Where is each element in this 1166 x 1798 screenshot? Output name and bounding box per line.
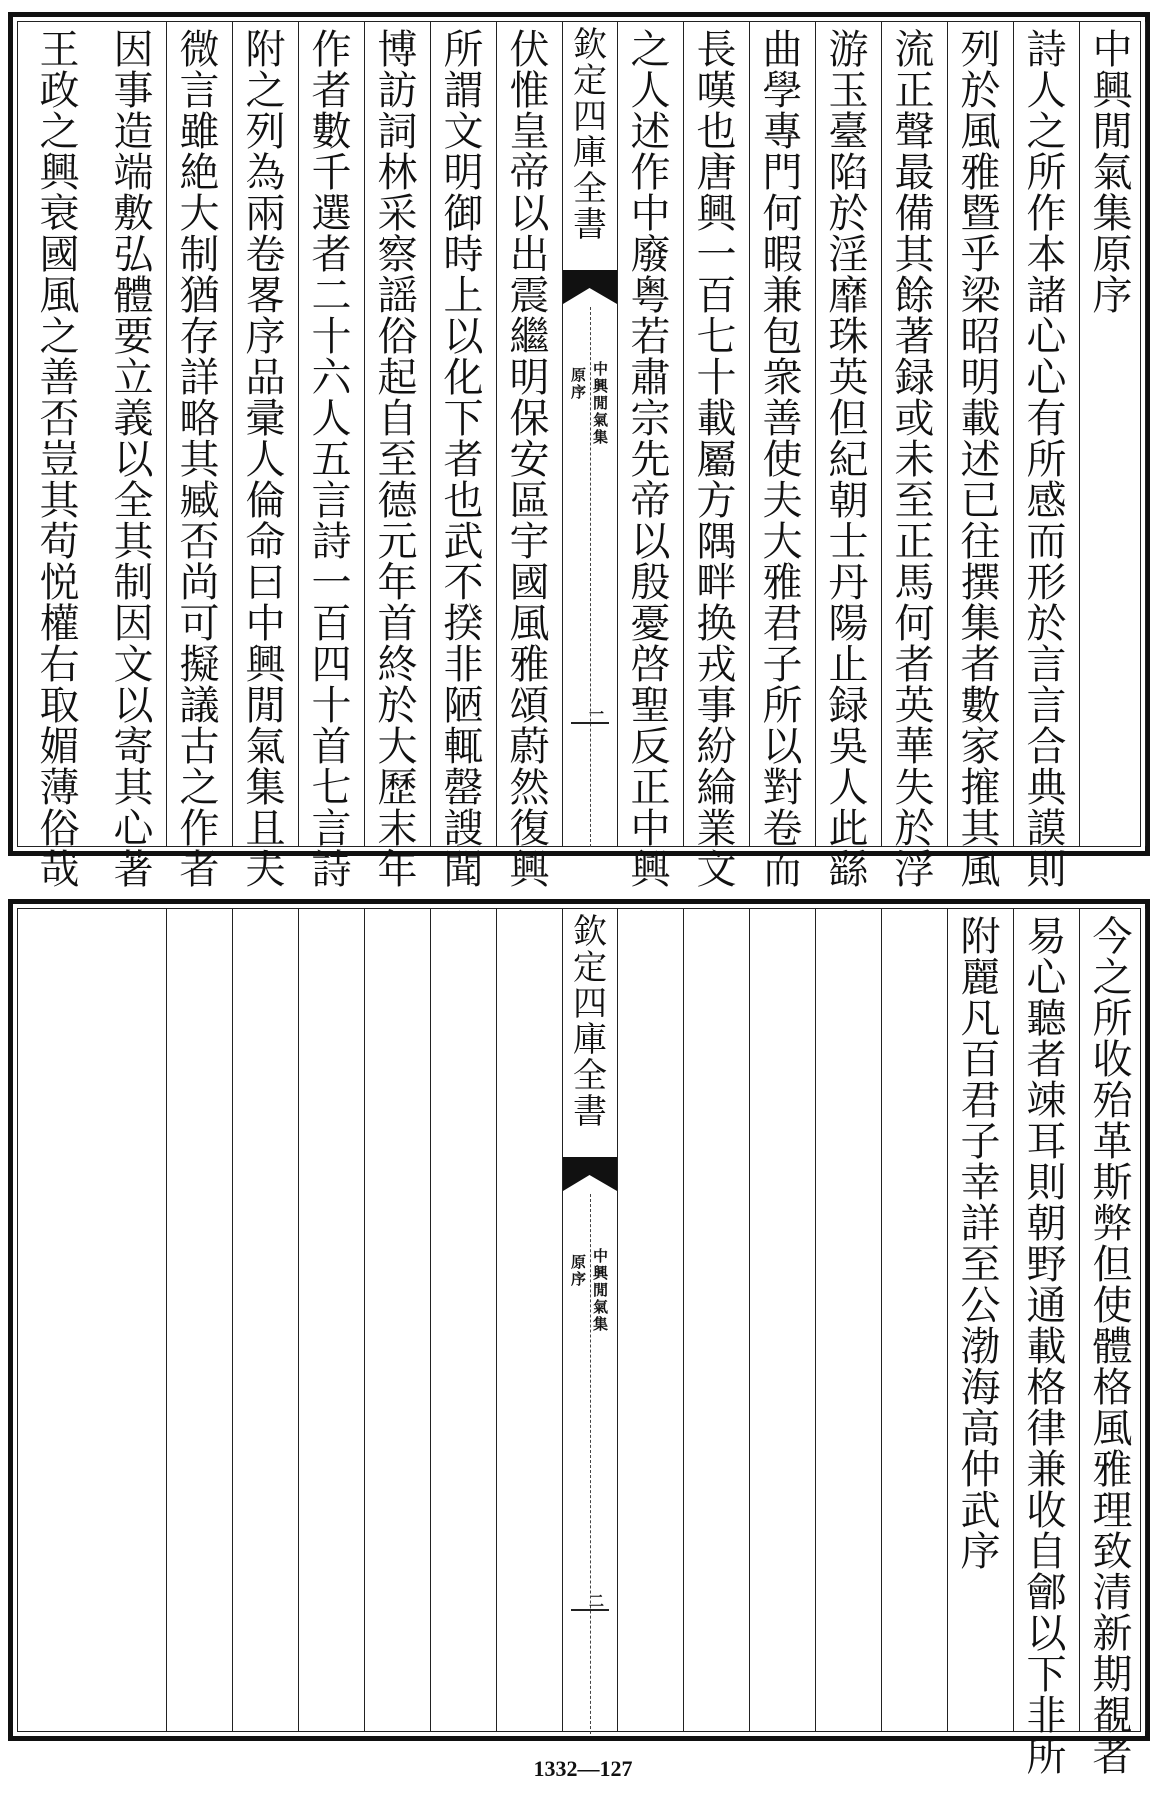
empty-column [882, 909, 948, 1731]
text-column [1014, 909, 1080, 1780]
text-column [1014, 22, 1080, 893]
column-text: 曲 學 專 門 何 暇 兼 包 衆 善 使 夫 大 雅 君 子 所 以 對 卷 而 [762, 27, 803, 893]
center-fold-column [563, 22, 618, 846]
text-column [750, 22, 816, 893]
fish-tail-mark [563, 1157, 617, 1191]
column-text: 游 玉 臺 陷 於 淫 靡 珠 英 但 紀 朝 士 丹 陽 止 録 吳 人 此 繇 [828, 27, 869, 893]
column-text: 附 之 列 為 兩 卷 畧 序 品 彚 人 倫 命 曰 中 興 閒 氣 集 且 夫 [245, 27, 286, 893]
column-text: 附 麗 凡 百 君 子 幸 詳 至 公 渤 海 高 仲 武 序 [960, 914, 1001, 1575]
empty-column [167, 909, 233, 1731]
text-column [882, 22, 948, 893]
text-column [684, 22, 750, 893]
book-title: 欽 定 四 庫 全 書 [573, 912, 607, 1132]
center-section-name: 原 序 [571, 366, 587, 401]
column-text: 王 政 之 興 衰 國 風 之 善 否 豈 其 苟 悦 權 右 取 媚 薄 俗 哉 [39, 27, 80, 893]
center-book-name: 中 興 閒 氣 集 [593, 1247, 609, 1333]
empty-column [497, 909, 563, 1731]
top-page [8, 12, 1150, 893]
empty-column [101, 909, 167, 1731]
text-column [1080, 909, 1146, 1780]
text-column [497, 22, 563, 893]
column-text: 易 心 聽 者 竦 耳 則 朝 野 通 載 格 律 兼 收 自 鄶 以 下 非 所 [1026, 914, 1067, 1780]
leaf-number: 二 [589, 1592, 605, 1610]
leaf-number: 一 [589, 705, 605, 723]
text-column [18, 22, 101, 893]
fold-line [590, 1194, 592, 1734]
empty-column [816, 909, 882, 1731]
page-code: 1332—127 [533, 1756, 633, 1781]
column-text: 因 事 造 端 敷 弘 體 要 立 義 以 全 其 制 因 文 以 寄 其 心 著 [113, 27, 154, 893]
center-section-name: 原 序 [571, 1253, 587, 1288]
column-text: 詩 人 之 所 作 本 諸 心 心 有 所 感 而 形 於 言 言 合 典 謨 則 [1026, 27, 1067, 893]
book-title: 欽 定 四 庫 全 書 [573, 25, 607, 245]
text-column [431, 22, 497, 893]
center-book-name: 中 興 閒 氣 集 [593, 360, 609, 446]
empty-column [618, 909, 684, 1731]
column-text: 列 於 風 雅 暨 乎 梁 昭 明 載 述 已 往 撰 集 者 數 家 㩁 其 風 [960, 27, 1001, 893]
empty-column [365, 909, 431, 1731]
column-text: 博 訪 詞 林 采 察 謡 俗 起 自 至 德 元 年 首 終 於 大 歷 末 年 [377, 27, 418, 893]
text-column [233, 22, 299, 893]
center-fold-column [563, 909, 618, 1731]
text-column [618, 22, 684, 893]
text-column [1080, 22, 1146, 846]
text-column [299, 22, 365, 893]
text-column [101, 22, 167, 893]
empty-column [18, 909, 101, 1731]
text-column [948, 909, 1014, 1731]
empty-column [299, 909, 365, 1731]
column-text: 流 正 聲 最 備 其 餘 著 録 或 未 至 正 馬 何 者 英 華 失 於 浮 [894, 27, 935, 893]
text-column [816, 22, 882, 893]
column-text: 中 興 閒 氣 集 原 序 [1092, 27, 1133, 319]
empty-column [750, 909, 816, 1731]
empty-column [233, 909, 299, 1731]
column-text: 伏 惟 皇 帝 以 出 震 繼 明 保 安 區 宇 國 風 雅 頌 蔚 然 復 興 [509, 27, 550, 893]
fish-tail-mark [563, 270, 617, 304]
column-text: 之 人 述 作 中 廢 粤 若 肅 宗 先 帝 以 殷 憂 啓 聖 反 正 中 興 [630, 27, 671, 893]
column-text: 作 者 數 千 選 者 二 十 六 人 五 言 詩 一 百 四 十 首 七 言 詩 [311, 27, 352, 893]
column-text: 所 謂 文 明 御 時 上 以 化 下 者 也 武 不 揆 非 陋 輒 罄 謏 聞 [443, 27, 484, 893]
text-column [167, 22, 233, 893]
text-column [365, 22, 431, 893]
column-text: 微 言 雖 絶 大 制 猶 存 詳 略 其 臧 否 尚 可 擬 議 古 之 作 者 [179, 27, 220, 893]
empty-column [431, 909, 497, 1731]
column-text: 長 嘆 也 唐 興 一 百 七 十 載 屬 方 隅 畔 换 戎 事 紛 綸 業 文 [696, 27, 737, 893]
column-text: 今 之 所 收 殆 革 斯 弊 但 使 體 格 風 雅 理 致 清 新 期 覩 者 [1092, 914, 1133, 1780]
fold-line [590, 307, 592, 847]
text-column [948, 22, 1014, 893]
empty-column [684, 909, 750, 1731]
top-page-frame [17, 21, 1141, 893]
